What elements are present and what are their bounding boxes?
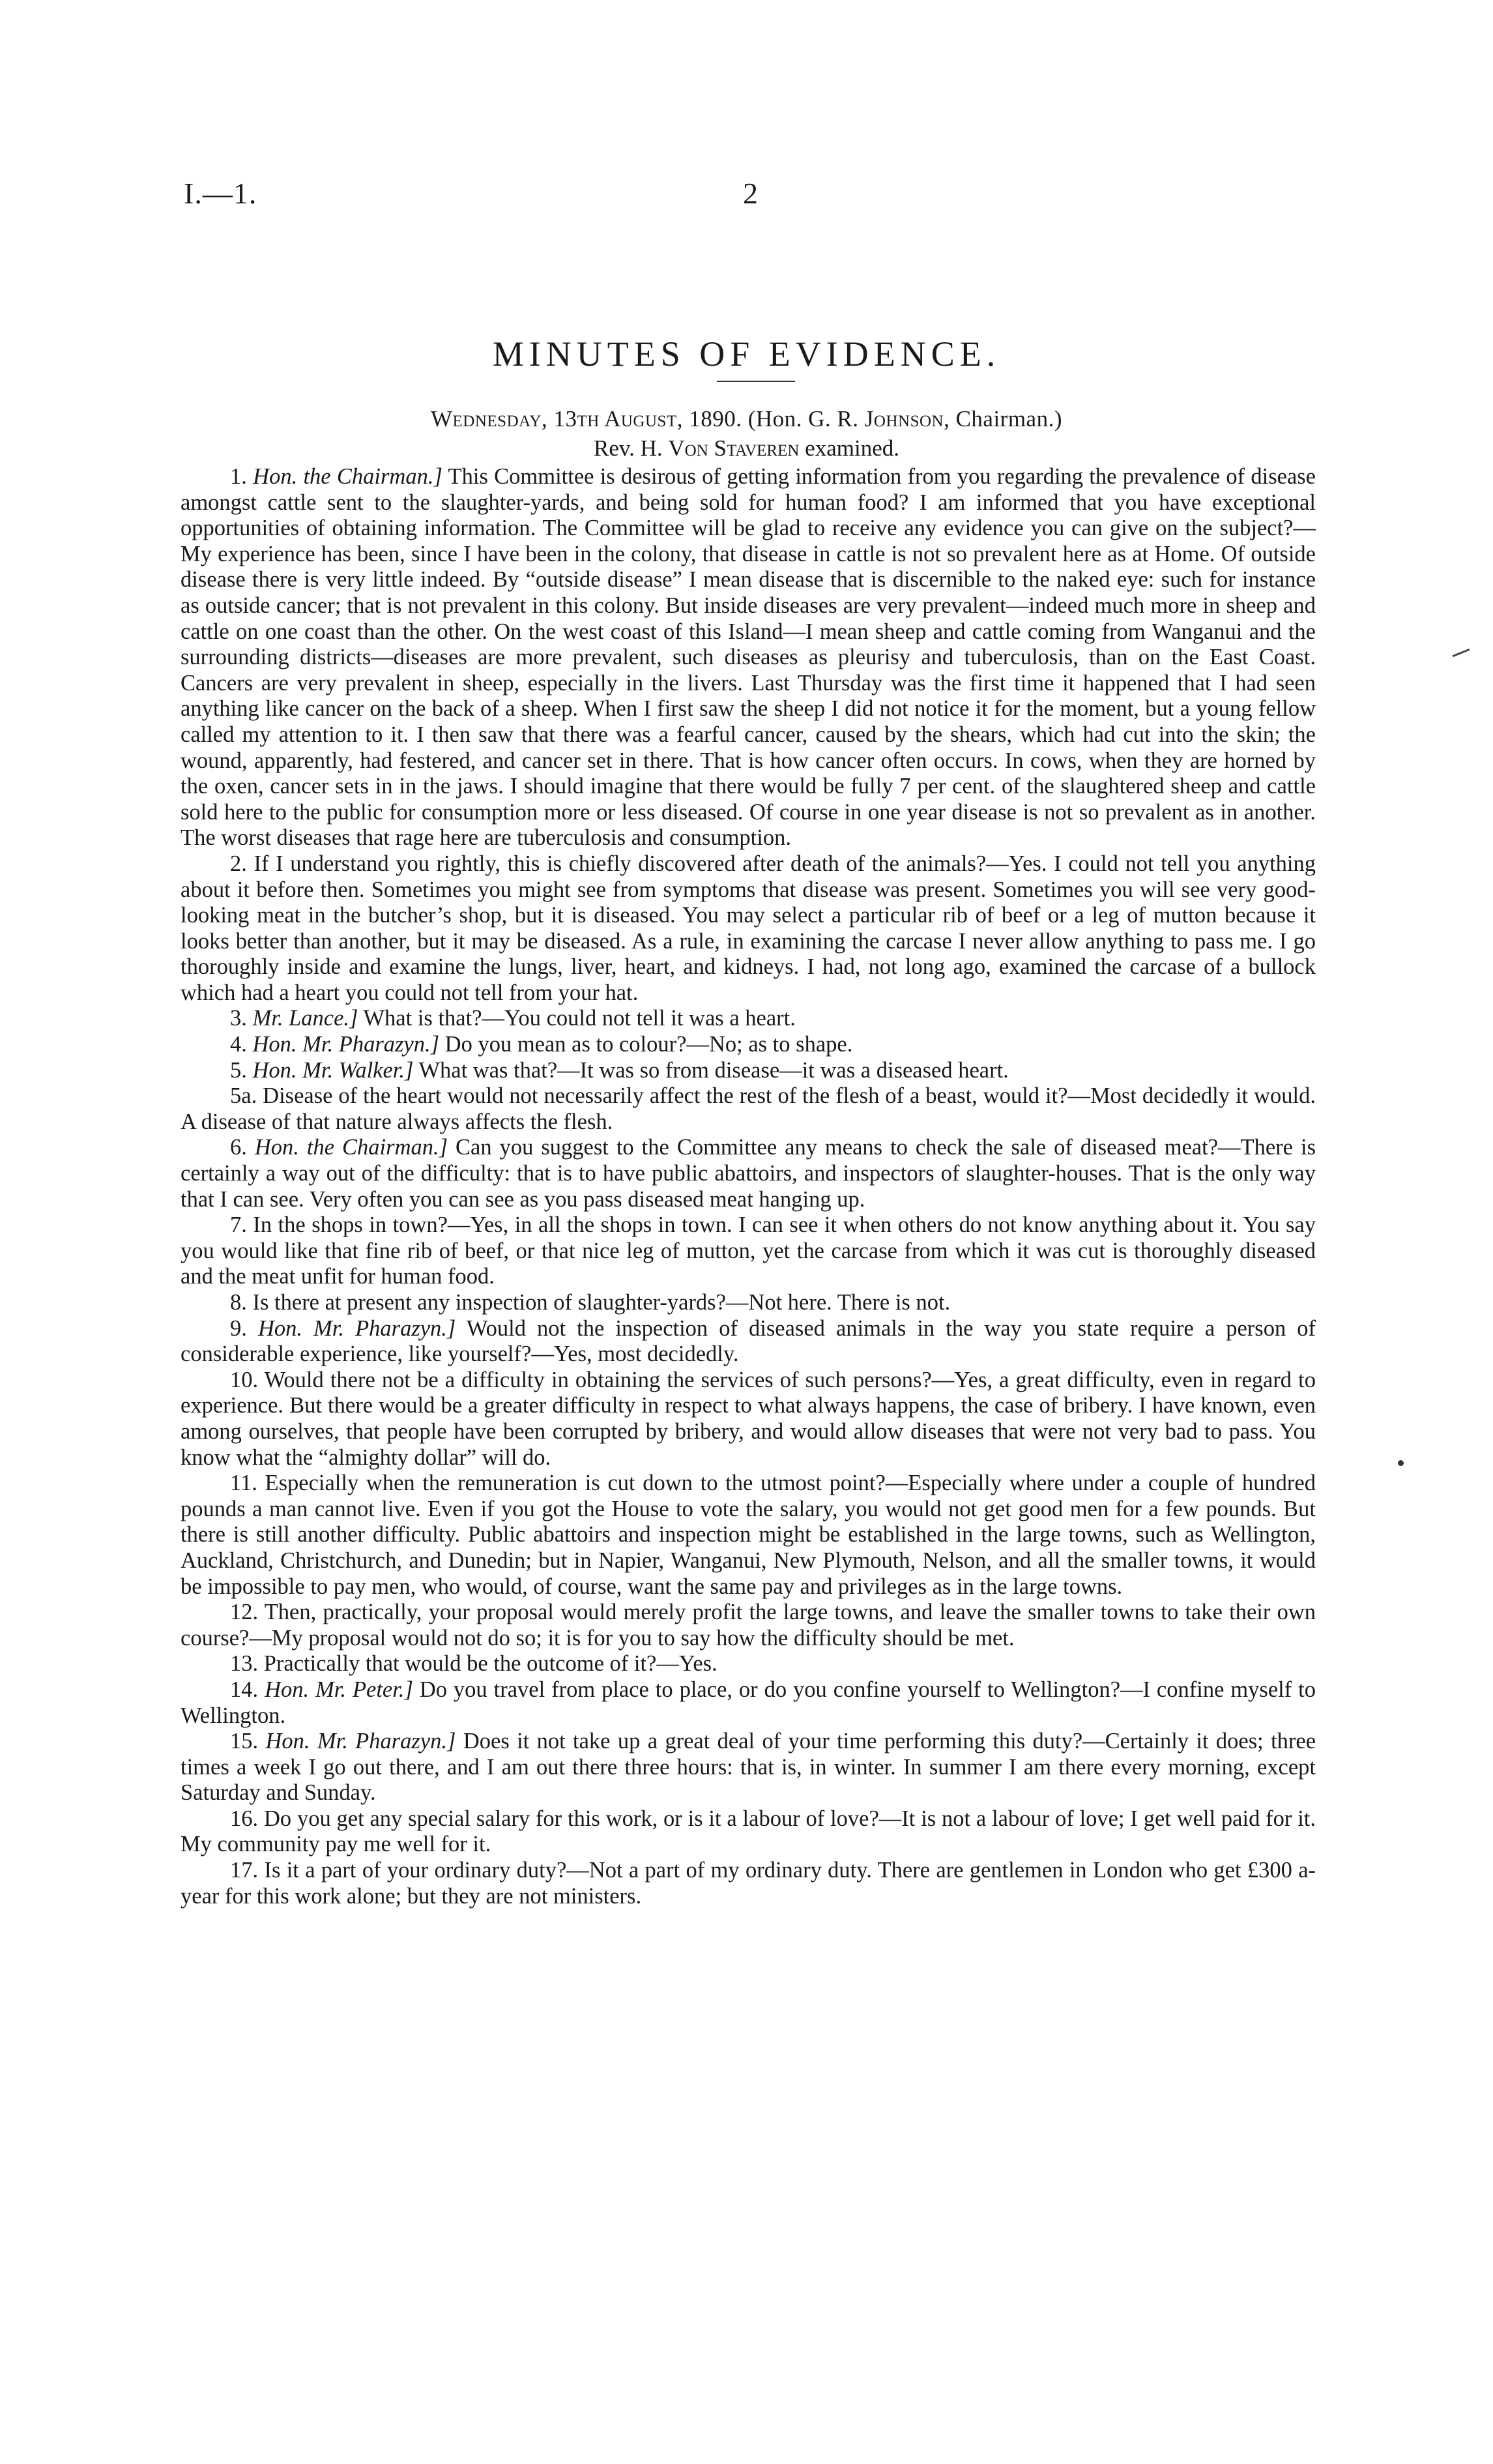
speaker-label: Hon. Mr. Pharazyn.]	[257, 1315, 456, 1341]
evidence-paragraph	[181, 1006, 1316, 1032]
evidence-paragraph	[181, 1135, 1316, 1212]
paragraph-text: Is there at present any inspection of slaughter-yards?—Not here. There is not.	[252, 1290, 951, 1315]
question-number: 9.	[230, 1315, 258, 1341]
paragraph-text: Would not the inspection of diseased animals in the way you state require a person of considerable experience, like yourself?—Yes, most decidedly.	[181, 1315, 1316, 1367]
question-number: 13.	[230, 1651, 264, 1677]
question-number: 11.	[230, 1471, 265, 1496]
evidence-paragraph	[181, 1058, 1316, 1084]
paragraph-text: Especially when the remuneration is cut down to the utmost point?—Especially where under a couple of hundred pounds a man cannot live. Even if you got the House to vote the salary, you would not get good men for a few pounds. But there is still another difficulty. Public abattoirs and inspection might be established in the large towns, such as Wellington, Auckland, Christchurch, and Dunedin; but in Napier, Wanganui, New Plymouth, Nelson, and all the smaller towns, it would be impossible to pay men, who would, of course, want the same pay and privileges as in the large towns.	[181, 1471, 1316, 1599]
paragraph-text: In the shops in town?—Yes, in all the shops in town. I can see it when others do not know anything about it. You say you would like that fine rib of beef, or that nice leg of mutton, yet the carcase from which it was cut is thoroughly diseased and the meat unfit for human food.	[181, 1212, 1316, 1289]
speaker-label: Hon. Mr. Walker.]	[252, 1057, 414, 1083]
witness-suffix: examined.	[805, 435, 899, 461]
speaker-label: Hon. the Chairman.]	[253, 464, 442, 489]
evidence-paragraph	[181, 464, 1316, 851]
question-number: 8.	[230, 1290, 253, 1315]
evidence-paragraph	[181, 1083, 1316, 1135]
margin-tick-mark	[1452, 649, 1470, 657]
page-title: MINUTES OF EVIDENCE.	[492, 334, 1001, 374]
question-number: 2.	[230, 851, 254, 876]
speaker-label: Hon. Mr. Pharazyn.]	[265, 1729, 456, 1754]
paragraph-text: If I understand you rightly, this is chiefly discovered after death of the animals?—Yes. I could not tell you anything about it before then. Sometimes you might see from symptoms that disease was present. Sometimes you will see very good-looking meat in the butcher’s shop, but it is diseased. You may select a particular rib of beef or a leg of mutton because it looks better than another, but it may be diseased. As a rule, in examining the carcase I never allow anything to pass me. I go thoroughly inside and examine the lungs, liver, heart, and kidneys. I had, not long ago, examined the carcase of a bullock which had a heart you could not tell from your hat.	[181, 851, 1316, 1005]
question-number: 12.	[230, 1600, 265, 1625]
evidence-paragraph	[181, 1316, 1316, 1368]
evidence-paragraph	[181, 1471, 1316, 1600]
question-number: 4.	[230, 1032, 253, 1057]
paragraph-text: Disease of the heart would not necessarily affect the rest of the flesh of a beast, would it?—Most decidedly it would. A disease of that nature always affects the flesh.	[181, 1083, 1316, 1134]
question-number: 6.	[230, 1135, 255, 1160]
witness-prefix: Rev. H.	[594, 435, 663, 461]
speaker-label: Hon. Mr. Peter.]	[265, 1677, 413, 1702]
paragraph-text: What is that?—You could not tell it was a heart.	[363, 1006, 796, 1031]
margin-dot-mark	[1398, 1460, 1404, 1466]
evidence-paragraph	[181, 1368, 1316, 1471]
page-number: 2	[743, 177, 758, 210]
paragraph-text: Is it a part of your ordinary duty?—Not a part of my ordinary duty. There are gentlemen in London who get £300 a-year for this work alone; but they are not ministers.	[181, 1858, 1316, 1909]
question-number: 17.	[230, 1858, 265, 1883]
chair-suffix: Chairman.)	[955, 406, 1063, 432]
chair-prefix: (Hon. G. R.	[747, 406, 859, 432]
question-number: 10.	[230, 1367, 265, 1392]
paragraph-text: Do you mean as to colour?—No; as to shape.	[444, 1032, 853, 1057]
witness-heading	[0, 435, 1493, 462]
session-heading	[0, 406, 1493, 432]
paragraph-text: Would there not be a difficulty in obtaining the services of such persons?—Yes, a great difficulty, even in regard to experience. But there would be a greater difficulty in respect to what always happens, the case of bribery. I have known, even among ourselves, that people have been corrupted by bribery, and would allow diseases that were not very bad to pass. You know what the “almighty dollar” will do.	[181, 1367, 1316, 1470]
title-divider	[717, 381, 795, 382]
evidence-paragraph	[181, 1677, 1316, 1729]
evidence-paragraph	[181, 1729, 1316, 1806]
question-number: 5.	[230, 1057, 253, 1083]
session-day: Wednesday,	[430, 406, 548, 432]
evidence-paragraph	[181, 851, 1316, 1006]
question-number: 14.	[230, 1677, 265, 1702]
document-reference: I.—1.	[184, 177, 257, 210]
question-number: 15.	[230, 1729, 266, 1754]
evidence-paragraph	[181, 1600, 1316, 1651]
question-number: 5a.	[230, 1083, 263, 1109]
paragraph-text: What was that?—It was so from disease—it was a diseased heart.	[418, 1057, 1009, 1083]
session-date: 13th August, 1890.	[553, 406, 742, 432]
evidence-body	[181, 464, 1316, 1909]
question-number: 16.	[230, 1806, 264, 1831]
witness-name: Von Staveren	[668, 435, 800, 461]
evidence-paragraph	[181, 1032, 1316, 1058]
paragraph-text: Practically that would be the outcome of it?—Yes.	[263, 1651, 718, 1677]
question-number: 7.	[230, 1212, 254, 1238]
evidence-paragraph	[181, 1212, 1316, 1290]
paragraph-text: Then, practically, your proposal would merely profit the large towns, and leave the smaller towns to take their own course?—My proposal would not do so; it is for you to say how the difficulty should be met.	[181, 1600, 1316, 1650]
question-number: 3.	[230, 1006, 253, 1031]
paragraph-text: This Committee is desirous of getting information from you regarding the prevalence of disease amongst cattle sent to the slaughter-yards, and being sold for human food? I am informed that you have exceptional opportunities of obtaining information. The Committee will be glad to receive any evidence you can give on the subject?—My experience has been, since I have been in the colony, that disease in cattle is not so prevalent here as at Home. Of outside disease there is very little indeed. By “outside disease” I mean disease that is discernible to the naked eye: such for instance as outside cancer; that is not prevalent in this colony. But inside diseases are very prevalent—indeed much more in sheep and cattle on one coast than the other. On the west coast of this Island—I mean sheep and cattle coming from Wanganui and the surrounding districts—diseases are more prevalent, such diseases as pleurisy and tuberculosis, than on the East Coast. Cancers are very prevalent in sheep, especially in the livers. Last Thursday was the first time it happened that I had seen anything like cancer on the back of a sheep. When I first saw the sheep I did not notice it for the moment, but a young fellow called my attention to it. I then saw that there was a fearful cancer, caused by the shears, which had cut into the skin; the wound, apparently, had festered, and cancer set in there. That is how cancer often occurs. In cows, when they are horned by the oxen, cancer sets in in the jaws. I should imagine that there would be fully 7 per cent. of the slaughtered sheep and cattle sold here to the public for consumption more or less diseased. Of course in one year disease is not so prevalent as in another. The worst diseases that rage here are tuberculosis and consumption.	[181, 464, 1316, 851]
paragraph-text: Can you suggest to the Committee any means to check the sale of diseased meat?—There is certainly a way out of the difficulty: that is to have public abattoirs, and inspectors of slaughter-houses. That is the only way that I can see. Very often you can see as you pass diseased meat hanging up.	[181, 1135, 1316, 1212]
evidence-paragraph	[181, 1290, 1316, 1316]
question-number: 1.	[230, 464, 254, 489]
speaker-label: Hon. Mr. Pharazyn.]	[252, 1032, 440, 1057]
evidence-paragraph	[181, 1651, 1316, 1677]
speaker-label: Mr. Lance.]	[252, 1006, 358, 1031]
paragraph-text: Do you travel from place to place, or do you confine yourself to Wellington?—I confine myself to Wellington.	[181, 1677, 1316, 1728]
paragraph-text: Does it not take up a great deal of your time performing this duty?—Certainly it does; three times a week I go out there, and I am out there three hours: that is, in winter. In summer I am there every morning, except Saturday and Sunday.	[181, 1729, 1316, 1806]
chair-name: Johnson,	[864, 406, 950, 432]
speaker-label: Hon. the Chairman.]	[254, 1135, 448, 1160]
evidence-paragraph	[181, 1806, 1316, 1858]
evidence-paragraph	[181, 1858, 1316, 1909]
paragraph-text: Do you get any special salary for this work, or is it a labour of love?—It is not a labour of love; I get well paid for it. My community pay me well for it.	[181, 1806, 1316, 1857]
